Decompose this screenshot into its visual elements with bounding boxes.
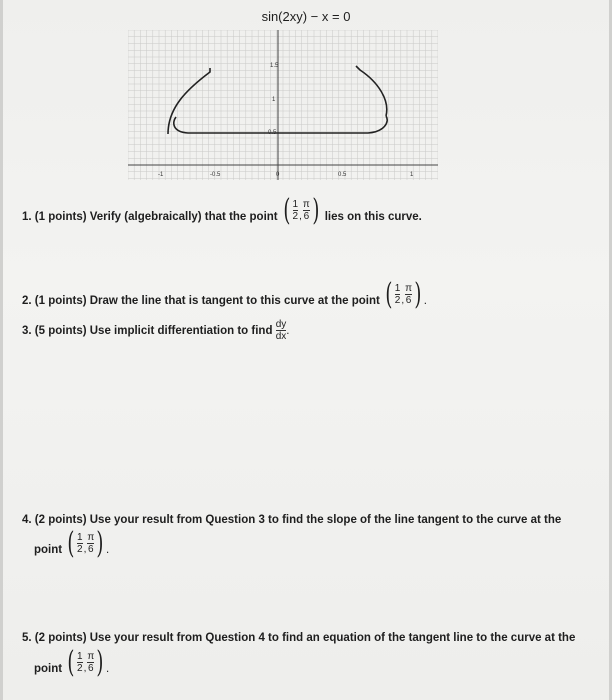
question-points: (2 points) (34, 514, 87, 526)
question-1 (22, 193, 422, 228)
question-text: Verify (algebraically) that the point (89, 211, 278, 223)
graph-grid (128, 30, 438, 180)
y-tick-label: 1.5 (270, 63, 279, 69)
point-expression: ( $\frac{1}{2}$ , $\frac{\pi}{6}$ ) (67, 526, 104, 561)
question-text-after: . (423, 295, 427, 307)
page-edge-left (0, 0, 3, 700)
question-points: (1 points) (34, 295, 87, 307)
question-number: 5. (22, 632, 32, 644)
question-text-after: lies on this curve. (324, 211, 422, 223)
y-tick-label: 0.5 (268, 130, 277, 136)
question-text-after: . (286, 325, 290, 338)
derivative-dy-dx: $\frac{dy}{dx}$ (275, 319, 287, 342)
question-text: Use implicit differentiation to find (89, 325, 273, 338)
question-number: 4. (22, 514, 32, 526)
x-tick-label: -1 (158, 172, 164, 178)
y-tick-label: 1 (272, 97, 276, 103)
x-tick-label: 1 (410, 172, 414, 178)
x-tick-label: -0.5 (210, 172, 221, 178)
question-text: point (34, 663, 63, 675)
question-points: (1 points) (34, 211, 87, 223)
question-number: 3. (22, 325, 32, 338)
question-3 (22, 320, 289, 342)
question-text: Use your result from Question 3 to find the slope of the line tangent to the curve at the (89, 514, 562, 526)
curve-graph (128, 30, 438, 180)
question-number: 2. (22, 295, 32, 307)
point-expression: ( $\frac{1}{2}$ , $\frac{\pi}{6}$ ) (283, 193, 320, 228)
question-points: (2 points) (34, 632, 87, 644)
question-number: 1. (22, 211, 32, 223)
question-5-line2 (34, 645, 110, 680)
question-text-after: . (106, 663, 110, 675)
x-tick-label: 0 (276, 172, 280, 178)
question-text: Use your result from Question 4 to find an equation of the tangent line to the curve at the (89, 632, 576, 644)
curve-equation: sin(2xy) − x = 0 (261, 9, 351, 24)
question-4 (22, 514, 561, 526)
x-tick-label: 0.5 (338, 172, 347, 178)
question-text: point (34, 544, 63, 556)
question-4-line2 (34, 526, 110, 561)
question-2 (22, 277, 427, 312)
question-5 (22, 632, 575, 644)
question-text: Draw the line that is tangent to this curve at the point (89, 295, 380, 307)
point-expression: ( $\frac{1}{2}$ , $\frac{\pi}{6}$ ) (385, 277, 422, 312)
point-expression: ( $\frac{1}{2}$ , $\frac{\pi}{6}$ ) (67, 645, 104, 680)
question-points: (5 points) (34, 325, 87, 338)
question-text-after: . (106, 544, 110, 556)
